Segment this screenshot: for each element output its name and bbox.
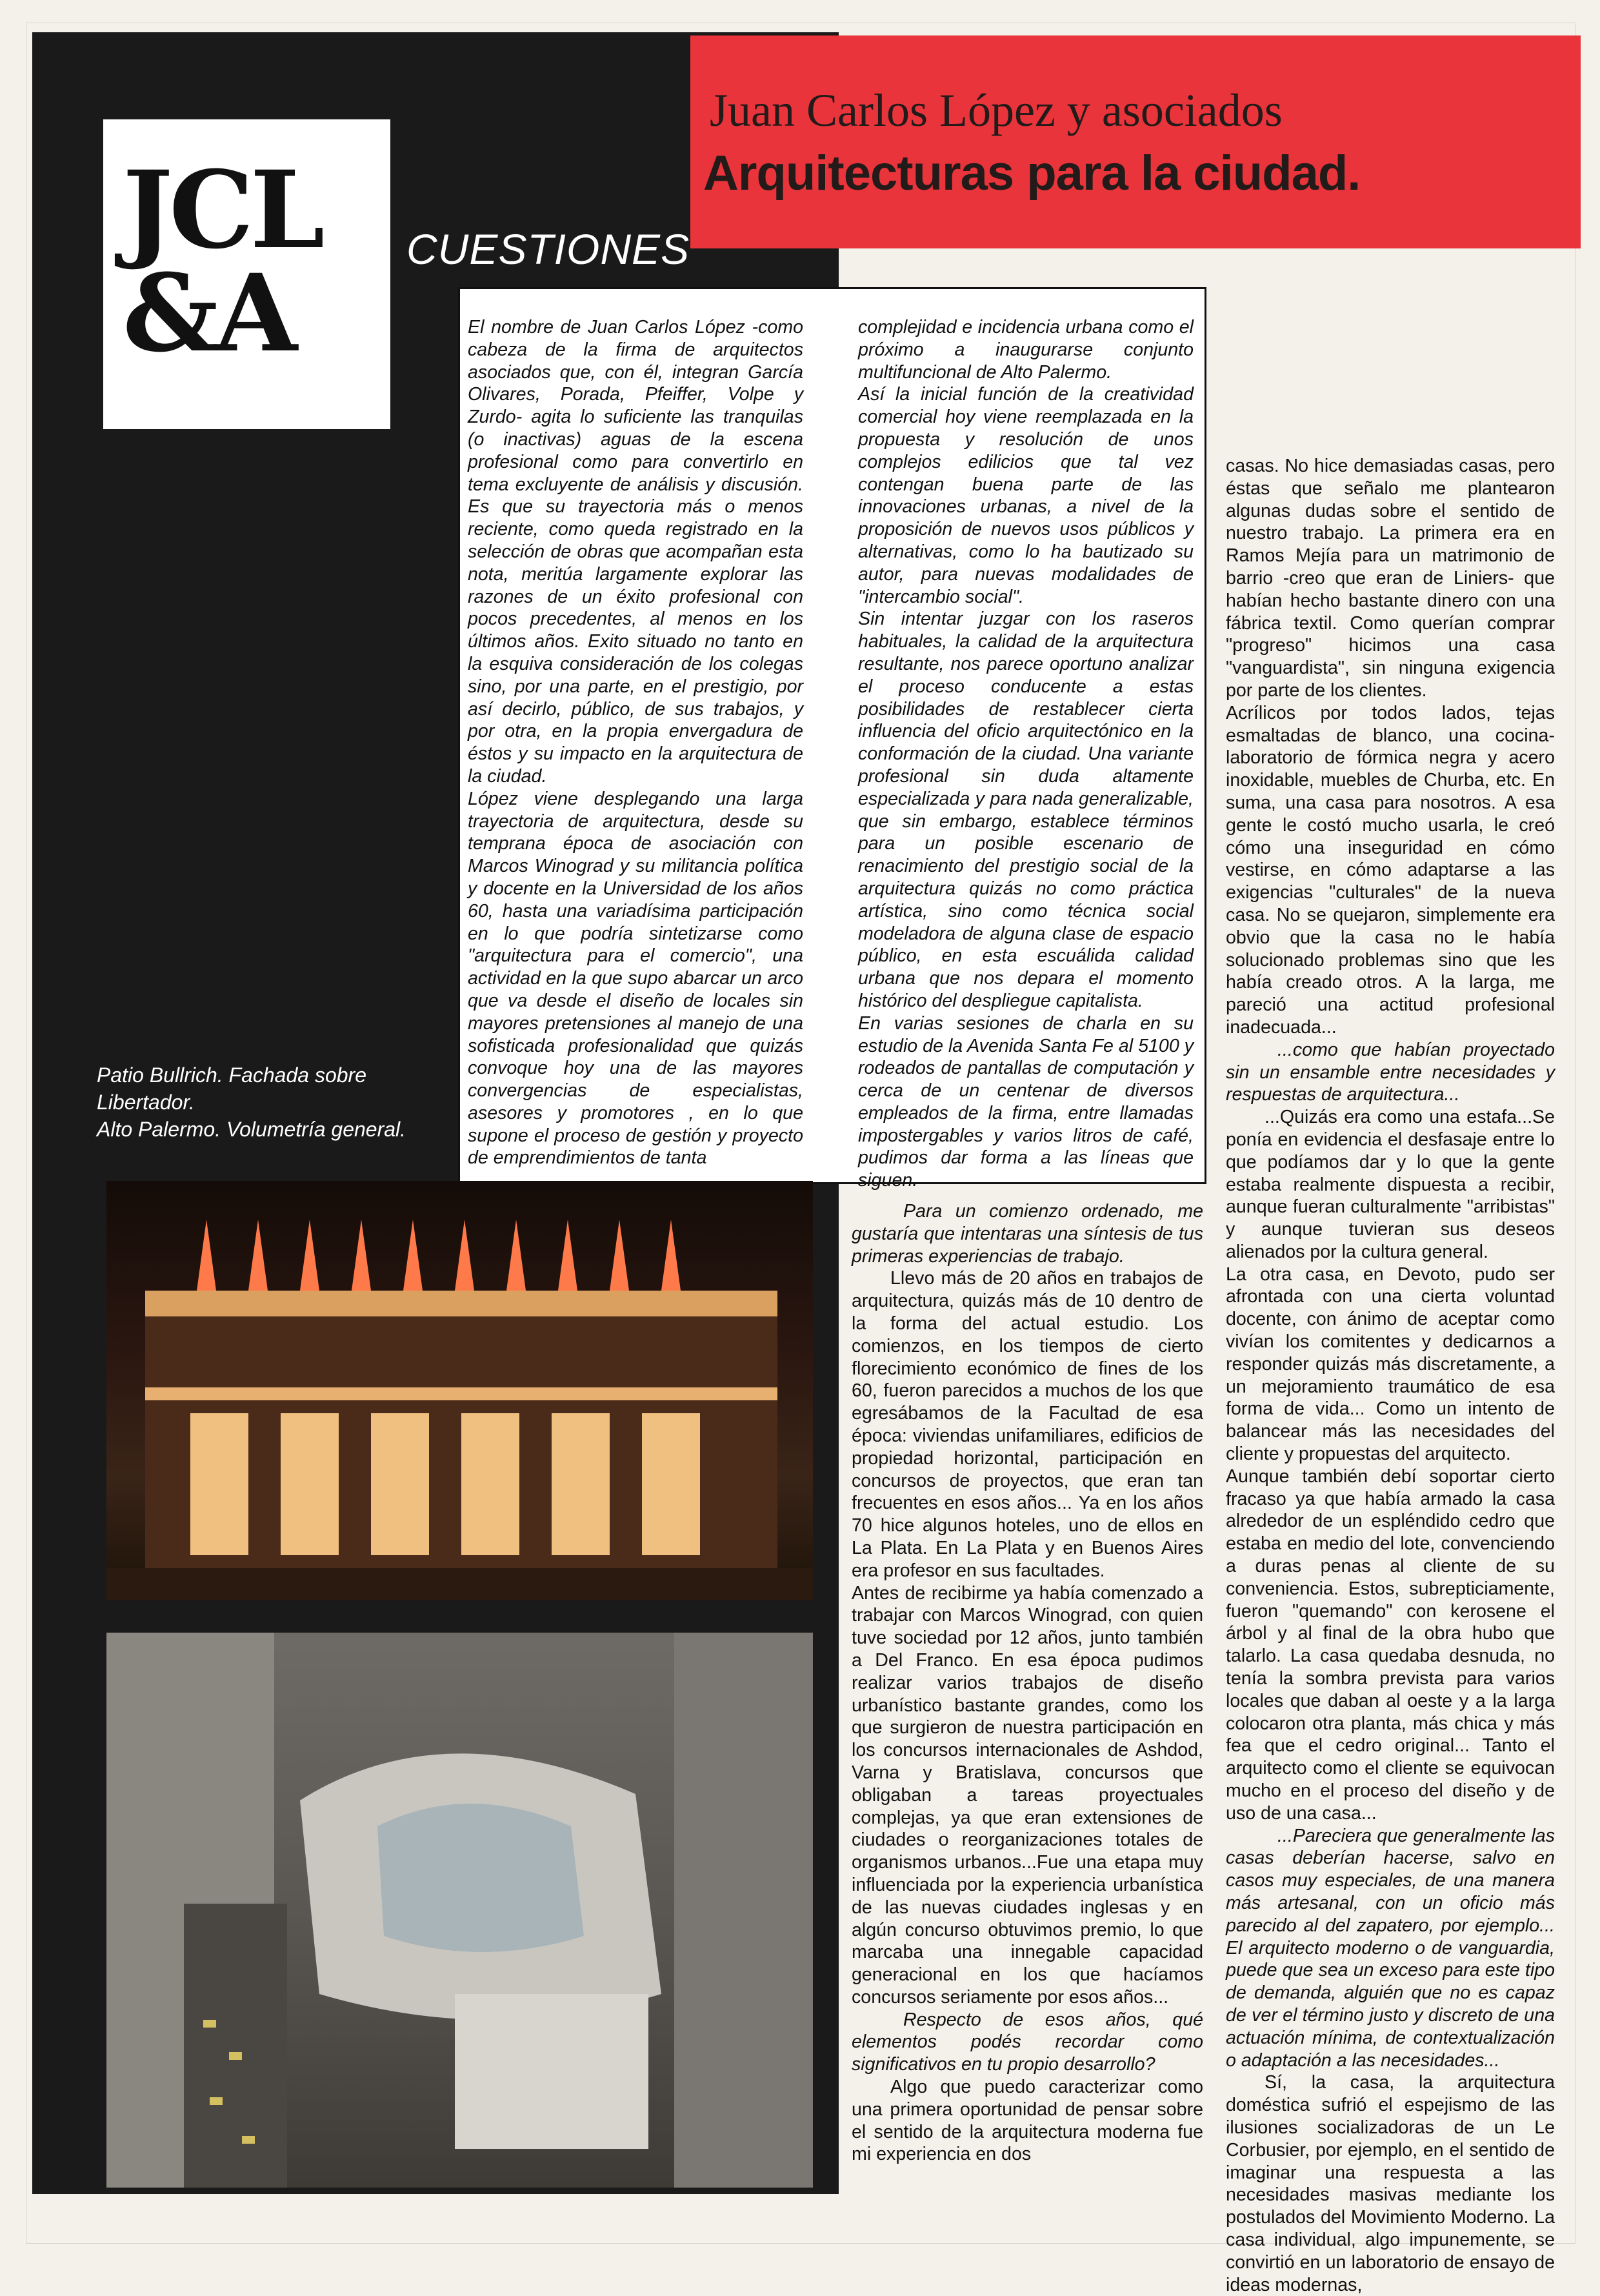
photo-patio-bullrich — [106, 1181, 813, 1600]
intro-paragraph: López viene desplegando una larga trayectoria de arquitectura, desde su temprana época de asociación con Marcos Winograd y su militancia política y docente en la Universidad de los años 60, hasta una variadísima participación en lo que podría sintetizarse como "arquitectura para el comercio", una actividad en la que supo abarcar un arco que va desde el diseño de locales sin mayores pretensiones al manejo de una sofisticada profesionalidad que quizás convoque hoy una de las mayores convergencias de especialistas, asesores y promotores , en lo que supone el proceso de gestión y proyecto de emprendimientos de tanta — [468, 788, 803, 1169]
caption-line: Alto Palermo. Volumetría general. — [97, 1118, 406, 1141]
intro-column-1 — [468, 316, 803, 1169]
intro-column-2 — [858, 316, 1194, 1192]
facade-illustration — [106, 1181, 813, 1600]
logo-text: JCL &A — [123, 147, 321, 376]
photo-alto-palermo — [106, 1633, 813, 2188]
interview-question: Respecto de esos años, qué elementos podés recordar como significativos en tu propio desarrollo? — [852, 2009, 1203, 2075]
section-label: CUESTIONES — [406, 225, 690, 273]
interview-answer: La otra casa, en Devoto, pudo ser afrontada con una cierta voluntad docente, con ánimo de aceptar como vivían los comitentes y dedicarnos a responder quizás más discretamente, a un mejoramiento traumático de esa forma de vida... Como un intento de balancear más las necesidades del cliente y propuestas del arquitecto. — [1226, 1264, 1555, 1465]
interview-answer: casas. No hice demasiadas casas, pero éstas que señalo me plantearon algunas dudas sobre el sentido de nuestro trabajo. La primera era en Ramos Mejía para un matrimonio de barrio -creo que eran de Liniers- que habían hecho bastante dinero con una fábrica textil. Como querían comprar "progreso" hicimos una casa "vanguardista", sin ninguna exigencia por parte de los clientes. — [1226, 456, 1555, 701]
interview-answer: Algo que puedo caracterizar como una primera oportunidad de pensar sobre el sentido de la arquitectura moderna fue mi experiencia en dos — [852, 2077, 1203, 2165]
header-title: Arquitecturas para la ciudad. — [703, 146, 1361, 201]
interview-answer: Antes de recibirme ya había comenzado a trabajar con Marcos Winograd, con quien tuve sociedad por 12 años, junto también a Del Franco. En esa época pudimos realizar varios trabajos de diseño urbanístico bastante grandes, como los que surgieron de nuestra participación en los concursos internacionales de Ashdod, Varna y Bratislava, concursos que obligaban a tareas proyectuales complejas, ya que eran extensiones de ciudades o reorganizaciones totales de organismos urbanos...Fue una etapa muy influenciada por la experiencia urbanística de las nuevas ciudades inglesas y en algún concurso obtuvimos premio, lo que marcaba una innegable capacidad generacional en los que hacíamos concursos seriamente por esos años... — [852, 1582, 1203, 2008]
interview-answer: Sí, la casa, la arquitectura doméstica sufrió el espejismo de las ilusiones socializadoras de un Le Corbusier, por ejemplo, en el sentido de imaginar una respuesta a las necesidades masivas mediante los postulados del Movimiento Moderno. La casa individual, algo impunemente, se convirtió en un laboratorio de ensayo de ideas modernas, — [1226, 2072, 1555, 2295]
interview-column-middle — [852, 1200, 1203, 2166]
aerial-illustration — [106, 1633, 813, 2188]
photo-caption — [97, 1062, 432, 1143]
interview-answer: Llevo más de 20 años en trabajos de arquitectura, quizás más de 10 dentro de la forma del actual estudio. Los comienzos, en los tiempos de cierto florecimiento económico de fines de los 60, fueron parecidos a muchos de los que egresábamos de la Facultad de esa época: viviendas unifamiliares, edificios de propiedad horizontal, participación en concursos de proyectos, que eran tan frecuentes en esos años... Ya en los años 70 hice algunos hoteles, uno de ellos en La Plata. En La Plata y en Buenos Aires era profesor en sus facultades. — [852, 1268, 1203, 1581]
header-author: Juan Carlos López y asociados — [710, 85, 1283, 136]
intro-paragraph: En varias sesiones de charla en su estudio de la Avenida Santa Fe al 5100 y rodeados de pantallas de computación y cerca de un centenar de diversos empleados de la firma, entre llamadas impostergables y varios litros de café, pudimos dar forma a las líneas que siguen. — [858, 1012, 1194, 1191]
interview-question: Para un comienzo ordenado, me gustaría que intentaras una síntesis de tus primeras experiencias de trabajo. — [852, 1201, 1203, 1267]
intro-paragraph: El nombre de Juan Carlos López -como cabeza de la firma de arquitectos asociados que, con él, integran García Olivares, Porada, Pfeiffer, Volpe y Zurdo- agita lo suficiente las tranquilas (o inactivas) aguas de la escena profesional como para convertirlo en tema excluyente de análisis y discusión. Es que su trayectoria más o menos reciente, como queda registrado en la selección de obras que acompañan esta nota, meritúa largamente explorar las razones de un éxito profesional con pocos precedentes, al menos en los últimos años. Exito situado no tanto en la esquiva consideración de los colegas sino, por una parte, en el prestigio, por así decirlo, público, de sus trabajos, y por otra, en la propia envergadura de éstos y su impacto en la arquitectura de la ciudad. — [468, 317, 803, 787]
intro-paragraph: complejidad e incidencia urbana como el próximo a inaugurarse conjunto multifuncional de Alto Palermo. — [858, 317, 1194, 383]
interview-question: ...Pareciera que generalmente las casas deberían hacerse, salvo en casos muy especiales, de una manera más artesanal, con un oficio más parecido al del zapatero, por ejemplo... El arquitecto moderno o de vanguardia, puede que sea un exceso para este tipo de demanda, alguién que no es capaz de ver el término justo y discreto de una actuación mínima, de contextualización o adaptación a las necesidades... — [1226, 1825, 1555, 2071]
logo — [103, 119, 390, 429]
interview-answer: Acrílicos por todos lados, tejas esmaltadas de blanco, una cocina-laboratorio de fórmica negra y acero inoxidable, muebles de Churba, etc. En suma, una casa para nosotros. A esa gente le costó mucho usarla, le creó cómo una inseguridad en cómo vestirse, en cómo adaptarse a las exigencias "culturales" de la nueva casa. No se quejaron, simplemente era obvio que la casa no le había solucionado problemas sino que les había creado otros. A la larga, me pareció una actitud profesional inadecuada... — [1226, 702, 1555, 1038]
intro-paragraph: Así la inicial función de la creatividad comercial hoy viene reemplazada en la propuesta y resolución de unos complejos edilicios que tal vez contengan buena parte de las innovaciones urbanas, a nivel de la proposición de nuevos usos públicos y alternativas, como lo ha bautizado su autor, para nuevas modalidades de "intercambio social". — [858, 384, 1194, 607]
header-banner — [690, 35, 1581, 248]
interview-answer: ...Quizás era como una estafa...Se ponía en evidencia el desfasaje entre lo que podíamos dar y lo que la gente estaba realmente dispuesta a recibir, aunque fueran culturalmente "arribistas" y aunque tuvieran sus deseos alienados por la cultura general. — [1226, 1107, 1555, 1262]
interview-column-right — [1226, 455, 1555, 2296]
interview-answer: Aunque también debí soportar cierto fracaso ya que había armado la casa alrededor de un espléndido cedro que estaba en medio del lote, convenciendo a duras penas al cliente de su conveniencia. Estos, subrepticiamente, fueron "quemando" con kerosene el árbol y al final de la obra hubo que talarlo. La casa quedaba desnuda, no tenía la sombra prevista para varios locales que daban al oeste y a la larga colocaron otra planta, más chica y más fea que el cedro original... Tanto el arquitecto como el cliente se equivocan mucho en el proceso del diseño y de uso de una casa... — [1226, 1465, 1555, 1824]
caption-line: Patio Bullrich. Fachada sobre Libertador. — [97, 1063, 366, 1114]
interview-question: ...como que habían proyectado sin un ensamble entre necesidades y respuestas de arquitectura... — [1226, 1039, 1555, 1105]
intro-paragraph: Sin intentar juzgar con los raseros habituales, la calidad de la arquitectura resultante, nos parece oportuno analizar el proceso conducente a estas posibilidades de restablecer cierta influencia del oficio arquitectónico en la conformación de la ciudad. Una variante profesional sin duda altamente especializada y para nada generalizable, que sin embargo, establece términos para un posible escenario de renacimiento del prestigio social de la arquitectura quizás no como práctica artística, sino como técnica social modeladora de alguna clase de espacio público, en esta escuálida calidad urbana que nos depara el momento histórico del despliegue capitalista. — [858, 609, 1194, 1011]
